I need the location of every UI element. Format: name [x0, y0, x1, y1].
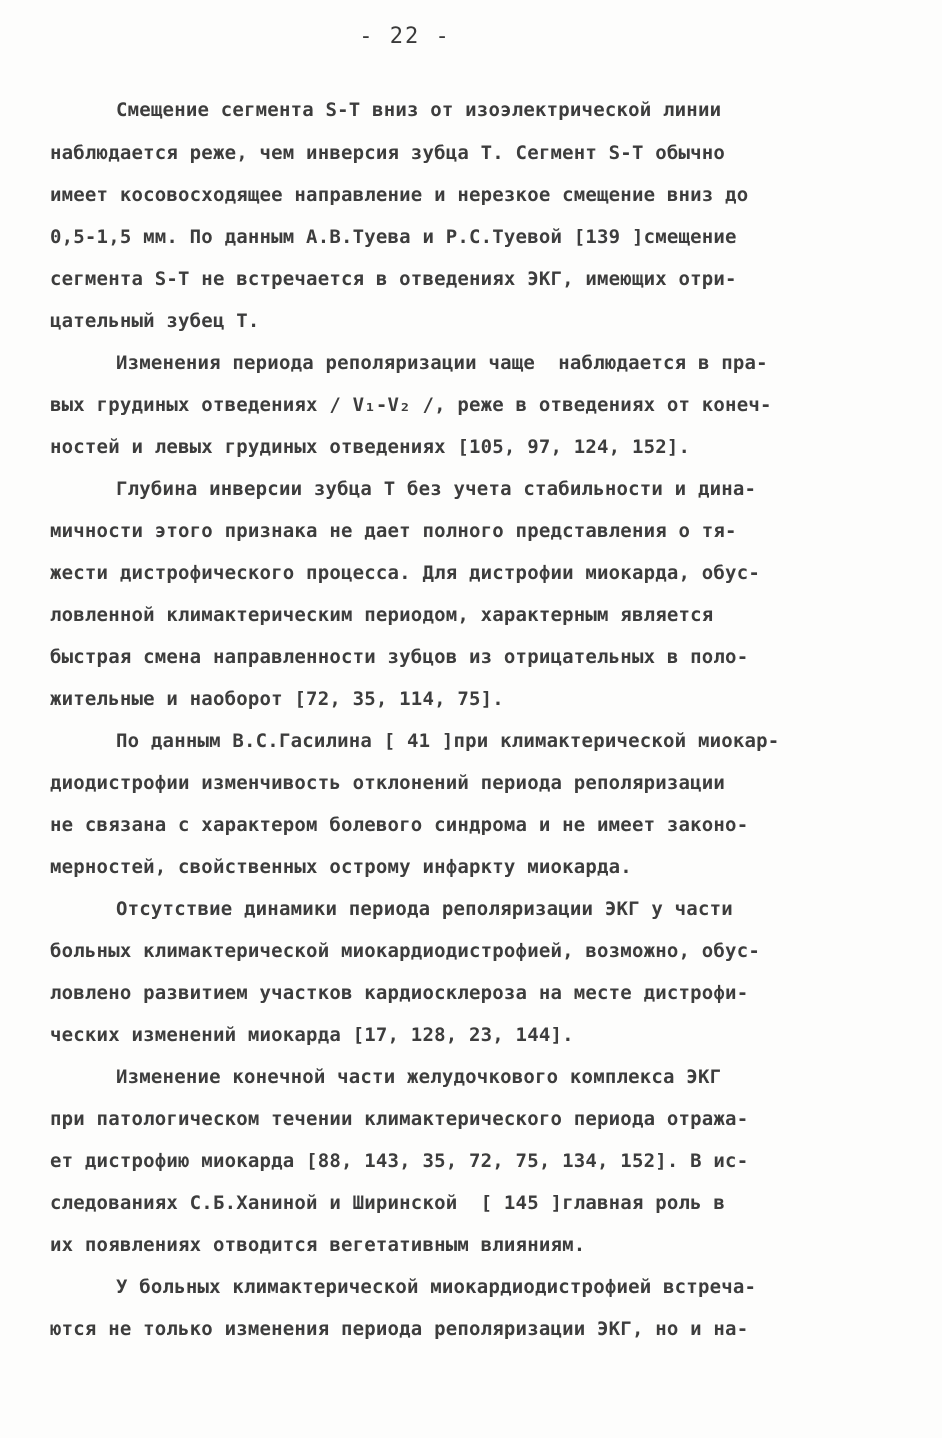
text-line: мичности этого признака не дает полного представления о тя- [50, 520, 737, 542]
text-line: Изменения периода реполяризации чаще наблюдается в пра- [116, 352, 768, 374]
text-line: Смещение сегмента S-T вниз от изоэлектрической линии [116, 99, 722, 121]
text-line: ловленной климактерическим периодом, характерным является [50, 604, 714, 626]
text-line: Изменение конечной части желудочкового комплекса ЭКГ [116, 1066, 722, 1088]
text-line: следованиях С.Б.Ханиной и Ширинской [ 145 ]главная роль в [50, 1192, 726, 1214]
text-line: Глубина инверсии зубца Т без учета стабильности и дина- [116, 478, 757, 500]
text-line: вых грудиных отведениях / V₁-V₂ /, реже в отведениях от конеч- [50, 394, 772, 416]
text-line: жительные и наоборот [72, 35, 114, 75]. [50, 688, 504, 710]
text-line: их появлениях отводится вегетативным влияниям. [50, 1234, 586, 1256]
text-line: Отсутствие динамики периода реполяризации ЭКГ у части [116, 898, 733, 920]
text-line: быстрая смена направленности зубцов из отрицательных в поло- [50, 646, 749, 668]
text-line: сегмента S-T не встречается в отведениях ЭКГ, имеющих отри- [50, 268, 737, 290]
text-line: больных климактерической миокардиодистрофией, возможно, обус- [50, 940, 760, 962]
text-line: У больных климактерической миокардиодистрофией встреча- [116, 1276, 757, 1298]
text-line: ловлено развитием участков кардиосклероза на месте дистрофи- [50, 982, 749, 1004]
text-line: По данным В.С.Гасилина [ 41 ]при климактерической миокар- [116, 730, 780, 752]
text-line: жести дистрофического процесса. Для дистрофии миокарда, обус- [50, 562, 760, 584]
text-line: ческих изменений миокарда [17, 128, 23, 144]. [50, 1024, 574, 1046]
text-line: имеет косовосходящее направление и нерезкое смещение вниз до [50, 184, 749, 206]
text-line: ностей и левых грудиных отведениях [105, 97, 124, 152]. [50, 436, 691, 458]
page-number: - 22 - [359, 24, 451, 49]
text-line: цательный зубец Т. [50, 310, 260, 332]
text-line: ет дистрофию миокарда [88, 143, 35, 72, 75, 134, 152]. В ис- [50, 1150, 749, 1172]
text-line: наблюдается реже, чем инверсия зубца Т. Сегмент S-T обычно [50, 142, 726, 164]
text-line: диодистрофии изменчивость отклонений периода реполяризации [50, 772, 726, 794]
text-line: мерностей, свойственных острому инфаркту миокарда. [50, 856, 632, 878]
text-line: 0,5-1,5 мм. По данным А.В.Туева и Р.С.Туевой [139 ]смещение [50, 226, 737, 248]
text-line: ются не только изменения периода реполяризации ЭКГ, но и на- [50, 1318, 749, 1340]
text-line: не связана с характером болевого синдрома и не имеет законо- [50, 814, 749, 836]
text-line: при патологическом течении климактерического периода отража- [50, 1108, 749, 1130]
